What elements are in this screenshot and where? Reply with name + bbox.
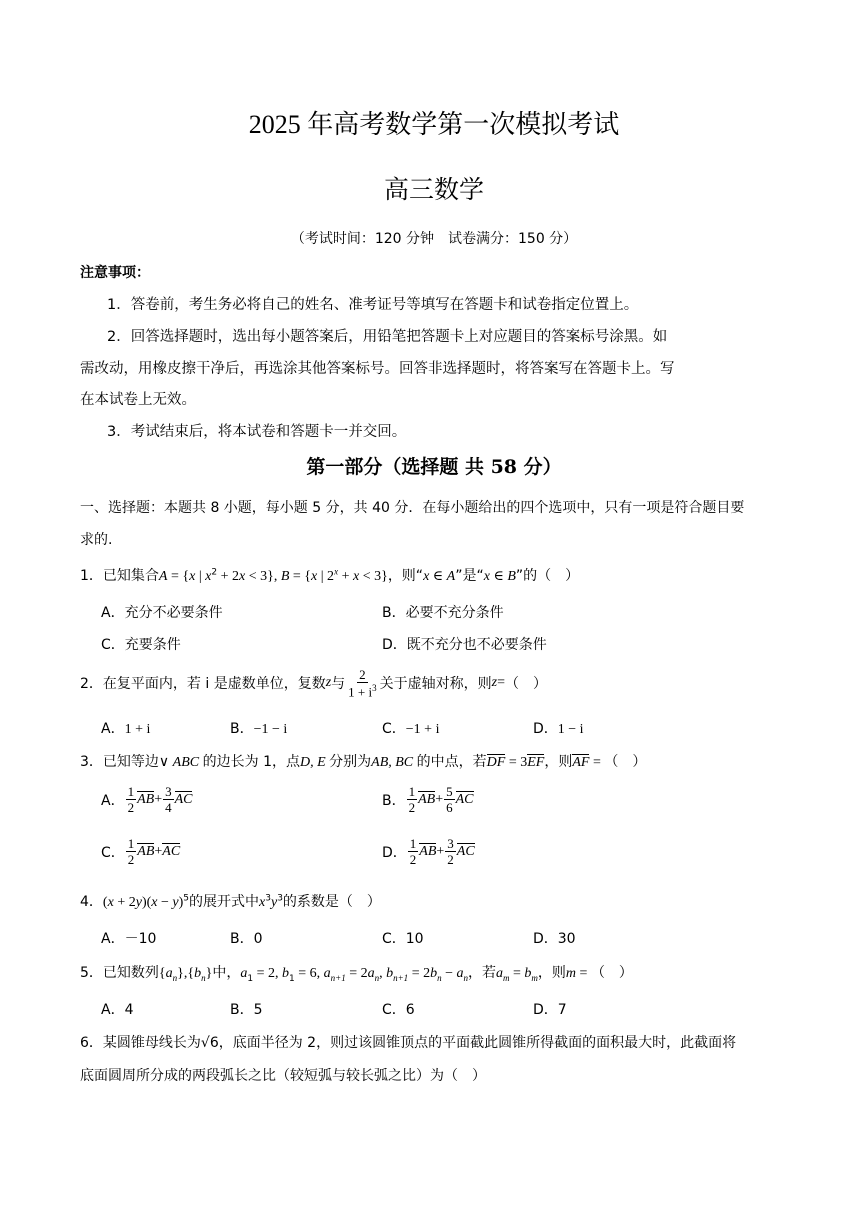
q5-option-b: B．5: [230, 1002, 263, 1018]
q4-option-a: A．－10: [101, 931, 157, 947]
q5-option-a: A．4: [101, 1002, 134, 1018]
question-number: 1．: [80, 568, 103, 584]
q4-option-d: D．30: [533, 931, 576, 947]
q2-option-d: D．1 − i: [533, 721, 584, 737]
q3-option-a: A． $\frac{1}{2}$ AB + $\frac{3}{4}$ AC: [101, 784, 193, 815]
q1-option-d: D．既不充分也不必要条件: [382, 637, 547, 653]
q1-option-c: C．充要条件: [101, 637, 181, 653]
section-intro-line-2: 求的.: [80, 532, 113, 548]
question-5: 5．已知数列$\{a_n\},\{b_n\}$中，$a_1 = 2$, $b_1 = 6$, $a_{n+1} = 2a_n$, $b_{n+1} = 2b_n - a_n$，若$a_m = b_m$，则m = （ ）: [80, 965, 633, 984]
q1-option-a: A．充分不必要条件: [101, 605, 223, 621]
question-text: 已知集合: [102, 568, 159, 584]
q4-option-c: C．10: [382, 931, 424, 947]
math-expression: A: [158, 569, 168, 584]
notice-item-3: 3．考试结束后，将本试卷和答题卡一并交回。: [107, 424, 407, 440]
notice-heading: 注意事项：: [80, 265, 150, 281]
exam-subtitle: 高三数学: [383, 175, 484, 204]
q5-option-d: D．7: [533, 1002, 567, 1018]
q3-option-d: D． $\frac{1}{2}$ AB + $\frac{3}{2}$ AC: [382, 836, 475, 867]
question-2: 2． 在复平面内，若 i 是虚数单位，复数 z 与 $\frac{2}{1 + i^3}$ 关于虚轴对称，则 z = （ ）: [80, 667, 547, 700]
question-3: 3．已知等边∨ ABC 的边长为 1，点D, E 分别为AB, BC 的中点，若DF = 3EF，则AF = （ ）: [80, 754, 647, 770]
notice-item-1: 1．答卷前，考生务必将自己的姓名、准考证号等填写在答题卡和试卷指定位置上。: [107, 297, 639, 313]
q1-option-b: B．必要不充分条件: [382, 605, 504, 621]
q5-option-c: C．6: [382, 1002, 415, 1018]
q2-option-a: A．1 + i: [101, 721, 151, 737]
q2-option-b: B．−1 − i: [230, 721, 288, 737]
q2-option-c: C．−1 + i: [382, 721, 440, 737]
question-1: 1．已知集合A = {x | $x^2 + 2x < 3$}, B = {x | $2^x + x < 3$}，则“x ∈ A”是“x ∈ B”的（ ）: [80, 566, 580, 584]
notice-item-2-line-1: 2．回答选择题时，选出每小题答案后，用铅笔把答题卡上对应题目的答案标号涂黑。如: [107, 329, 668, 345]
question-6-line-2: 底面圆周所分成的两段弧长之比（较短弧与较长弧之比）为（ ）: [80, 1068, 486, 1084]
section-title: 第一部分（选择题 共 58 分）: [306, 456, 562, 478]
exam-info: （考试时间：120 分钟 试卷满分：150 分）: [290, 231, 578, 247]
notice-item-2-line-3: 在本试卷上无效。: [80, 392, 196, 408]
notice-item-2-line-2: 需改动，用橡皮擦干净后，再选涂其他答案标号。回答非选择题时，将答案写在答题卡上。写: [80, 361, 675, 377]
question-6-line-1: 6．某圆锥母线长为√6，底面半径为 2，则过该圆锥顶点的平面截此圆锥所得截面的面积最大时，此截面将: [80, 1035, 737, 1051]
q3-option-c: C． $\frac{1}{2}$ AB + AC: [101, 836, 181, 867]
question-4: 4．$(x + 2y)(x - y)^5$的展开式中$x^3y^3$的系数是（ ）: [80, 893, 381, 910]
fraction: $\frac{2}{1 + i^3}$: [348, 667, 377, 700]
q4-option-b: B．0: [230, 931, 263, 947]
exam-title: 2025 年高考数学第一次模拟考试: [248, 110, 620, 139]
q3-option-b: B． $\frac{1}{2}$ AB + $\frac{5}{6}$ AC: [382, 784, 474, 815]
section-intro-line-1: 一、选择题：本题共 8 小题，每小题 5 分，共 40 分．在每小题给出的四个选项中，只有一项是符合题目要: [80, 500, 745, 516]
